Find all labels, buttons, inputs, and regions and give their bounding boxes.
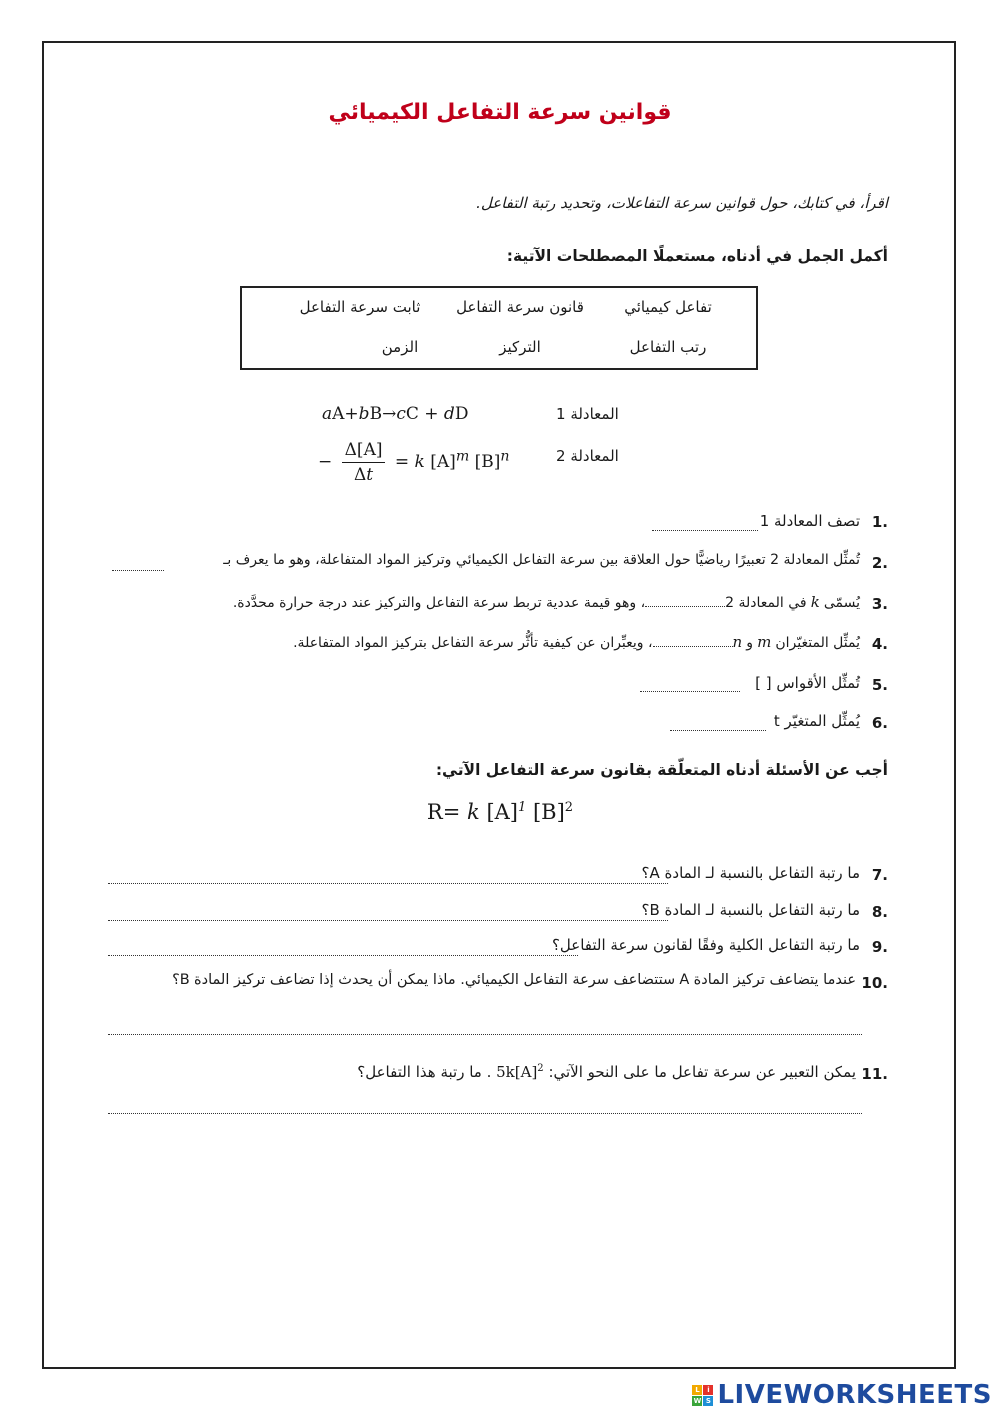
question-text: يُمثِّل المتغيّر t: [773, 712, 860, 730]
question-number: 11.: [861, 1065, 888, 1083]
question-number: 1.: [871, 513, 888, 531]
equation-1: aA+bB→cC + dD: [322, 404, 469, 424]
equation-2: − $\frac{\Delta[A]}{\Delta t}$ = k $[A]^m$ $[B]^n$: [318, 440, 510, 485]
question-number: 8.: [871, 903, 888, 921]
answer-blank[interactable]: [670, 730, 766, 731]
question-text: يمكن التعبير عن سرعة تفاعل ما على النحو الآتي: $5k[A]^2$ . ما رتبة هذا التفاعل؟: [357, 1063, 856, 1081]
term-item: تفاعل كيميائي: [624, 298, 712, 316]
question-number: 6.: [871, 714, 888, 732]
question-number: 4.: [871, 635, 888, 653]
equation-1-label: المعادلة 1: [556, 405, 619, 423]
answer-blank[interactable]: [652, 530, 758, 531]
question-text: تُمثِّل المعادلة 2 تعبيرًا رياضيًّا حول العلاقة بين سرعة التفاعل الكيميائي وتركيز المواد المتفاعلة، وهو ما يعرف بـ: [223, 552, 860, 568]
term-item: التركيز: [499, 338, 541, 356]
answer-blank[interactable]: [108, 1034, 862, 1035]
answer-blank[interactable]: [640, 691, 740, 692]
term-item: الزمن: [381, 338, 419, 356]
intro-instruction: اقرأ، في كتابك، حول قوانين سرعة التفاعلات، وتحديد رتبة التفاعل.: [476, 194, 888, 212]
question-text: عندما يتضاعف تركيز المادة A ستتضاعف سرعة التفاعل الكيميائي. ماذا يمكن أن يحدث إذا تضاعف تركيز المادة B؟: [172, 972, 856, 988]
question-text: تصف المعادلة 1: [759, 512, 860, 530]
logo-text: LIVEWORKSHEETS: [717, 1380, 992, 1410]
answer-blank[interactable]: [108, 920, 668, 921]
question-text: يُسمّى k في المعادلة 2، وهو قيمة عددية تربط سرعة التفاعل والتركيز عند درجة حرارة محدَّدة.: [232, 593, 860, 611]
question-text: ما رتبة التفاعل الكلية وفقًا لقانون سرعة التفاعل؟: [551, 936, 860, 954]
term-item: ثابت سرعة التفاعل: [299, 298, 421, 316]
rate-law-expression: R= k $[A]^1$ $[B]^2$: [426, 800, 574, 824]
question-number: 3.: [871, 595, 888, 613]
liveworksheets-logo[interactable]: [692, 1380, 992, 1410]
answer-blank[interactable]: [108, 1113, 862, 1114]
answer-blank[interactable]: [645, 602, 725, 607]
question-number: 7.: [871, 866, 888, 884]
answer-blank[interactable]: [108, 955, 578, 956]
answer-blank[interactable]: [108, 883, 668, 884]
answer-blank[interactable]: [653, 642, 733, 647]
question-number: 10.: [861, 974, 888, 992]
logo-icon: L i W S: [692, 1385, 713, 1406]
section1-heading: أكمل الجمل في أدناه، مستعملًا المصطلحات الآتية:: [506, 247, 888, 265]
term-item: قانون سرعة التفاعل: [456, 298, 584, 316]
question-number: 5.: [871, 676, 888, 694]
page-border: [42, 41, 956, 1369]
question-text: تُمثِّل الأقواس [ ]: [755, 674, 860, 692]
question-number: 2.: [871, 554, 888, 572]
question-text: ما رتبة التفاعل بالنسبة لـ المادة B؟: [641, 901, 860, 919]
term-item: رتب التفاعل: [629, 338, 707, 356]
question-number: 9.: [871, 938, 888, 956]
section2-heading: أجب عن الأسئلة أدناه المتعلّقة بقانون سرعة التفاعل الآتي:: [435, 761, 888, 779]
rate-fraction: $\frac{\Delta[A]}{\Delta t}$: [342, 440, 386, 485]
equation-2-label: المعادلة 2: [556, 447, 619, 465]
page-title: قوانين سرعة التفاعل الكيميائي: [328, 100, 672, 125]
question-text: يُمثِّل المتغيّران m و n، ويعبِّران عن كيفية تأثُّر سرعة التفاعل بتركيز المواد المتفاعلة.: [293, 633, 860, 651]
question-text: ما رتبة التفاعل بالنسبة لـ المادة A؟: [641, 864, 860, 882]
answer-blank[interactable]: [112, 570, 164, 571]
